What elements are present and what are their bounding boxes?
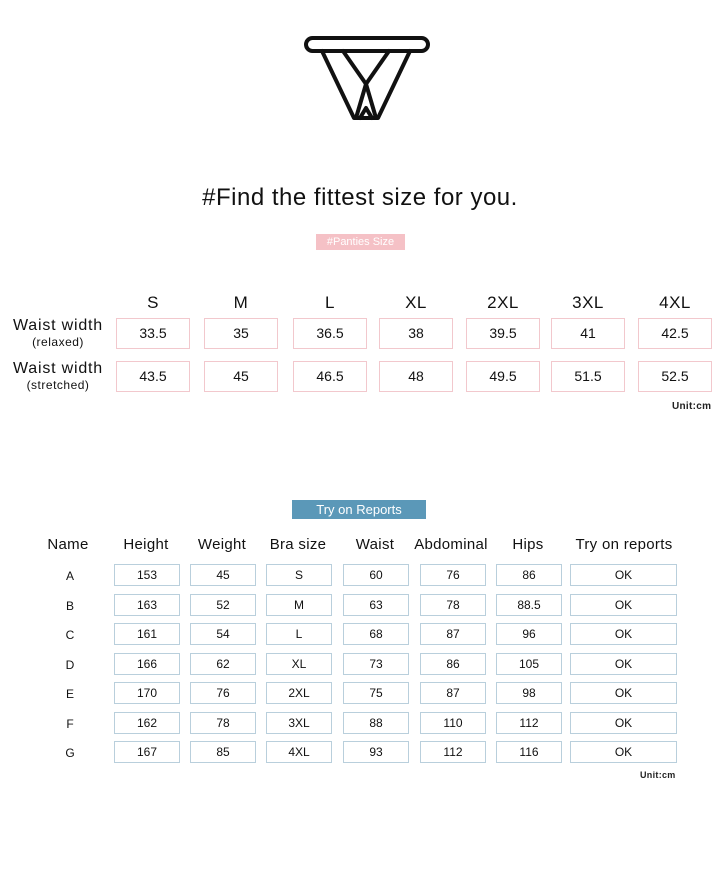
report-cell: 52 <box>190 594 256 616</box>
size-cell: 36.5 <box>293 318 367 349</box>
size-header-3xl: 3XL <box>572 293 604 312</box>
report-cell: 78 <box>420 594 486 616</box>
report-cell: 93 <box>343 741 409 763</box>
size-cell: 42.5 <box>638 318 712 349</box>
report-unit-label: Unit:cm <box>640 770 676 780</box>
col-header-weight: Weight <box>197 536 247 553</box>
report-cell: 4XL <box>266 741 332 763</box>
report-row-label: C <box>65 628 75 642</box>
report-cell: 112 <box>420 741 486 763</box>
report-cell: 167 <box>114 741 180 763</box>
size-cell: 35 <box>204 318 278 349</box>
report-cell: 162 <box>114 712 180 734</box>
report-cell: OK <box>570 623 677 645</box>
size-cell: 51.5 <box>551 361 625 392</box>
report-cell: 76 <box>420 564 486 586</box>
report-cell: XL <box>266 653 332 675</box>
report-cell: 75 <box>343 682 409 704</box>
size-header-4xl: 4XL <box>659 293 691 312</box>
report-row-label: B <box>65 599 74 613</box>
col-header-hips: Hips <box>512 536 544 553</box>
panties-icon <box>300 34 434 126</box>
size-header-l: L <box>325 293 335 312</box>
report-cell: 85 <box>190 741 256 763</box>
report-cell: 88 <box>343 712 409 734</box>
report-cell: 78 <box>190 712 256 734</box>
report-cell: 68 <box>343 623 409 645</box>
row-sublabel-stretched: (stretched) <box>26 378 90 392</box>
report-cell: 87 <box>420 623 486 645</box>
size-header-m: M <box>233 293 249 312</box>
report-row-label: A <box>65 569 74 583</box>
report-cell: 161 <box>114 623 180 645</box>
col-header-height: Height <box>123 536 169 553</box>
col-header-try-on-reports: Try on reports <box>575 536 673 553</box>
size-cell: 33.5 <box>116 318 190 349</box>
size-header-xl: XL <box>405 293 427 312</box>
report-cell: OK <box>570 682 677 704</box>
size-cell: 46.5 <box>293 361 367 392</box>
report-cell: OK <box>570 653 677 675</box>
page-headline: #Find the fittest size for you. <box>202 184 518 211</box>
try-on-reports-badge: Try on Reports <box>292 500 426 519</box>
row-label-waist-relaxed: Waist width <box>12 317 103 334</box>
report-cell: 98 <box>496 682 562 704</box>
report-cell: 166 <box>114 653 180 675</box>
report-cell: OK <box>570 741 677 763</box>
report-cell: 88.5 <box>496 594 562 616</box>
report-cell: L <box>266 623 332 645</box>
report-cell: 163 <box>114 594 180 616</box>
col-header-waist: Waist <box>355 536 395 553</box>
report-cell: 86 <box>420 653 486 675</box>
row-label-waist-stretched: Waist width <box>12 360 103 377</box>
col-header-name: Name <box>47 536 89 553</box>
size-cell: 48 <box>379 361 453 392</box>
report-cell: 63 <box>343 594 409 616</box>
report-cell: 54 <box>190 623 256 645</box>
report-cell: 110 <box>420 712 486 734</box>
report-cell: 105 <box>496 653 562 675</box>
report-cell: 76 <box>190 682 256 704</box>
report-cell: OK <box>570 564 677 586</box>
col-header-abdominal: Abdominal <box>414 536 488 553</box>
report-cell: OK <box>570 594 677 616</box>
size-cell: 52.5 <box>638 361 712 392</box>
report-row-label: E <box>65 687 74 701</box>
report-row-label: F <box>66 717 74 731</box>
size-cell: 38 <box>379 318 453 349</box>
report-cell: 170 <box>114 682 180 704</box>
report-cell: 3XL <box>266 712 332 734</box>
report-cell: 112 <box>496 712 562 734</box>
report-cell: 87 <box>420 682 486 704</box>
col-header-bra-size: Bra size <box>269 536 327 553</box>
report-cell: 86 <box>496 564 562 586</box>
size-cell: 45 <box>204 361 278 392</box>
row-sublabel-relaxed: (relaxed) <box>32 335 84 349</box>
report-cell: 153 <box>114 564 180 586</box>
size-unit-label: Unit:cm <box>672 401 712 412</box>
size-cell: 43.5 <box>116 361 190 392</box>
panties-size-badge: #Panties Size <box>316 234 405 250</box>
report-cell: 2XL <box>266 682 332 704</box>
report-cell: 62 <box>190 653 256 675</box>
report-cell: 45 <box>190 564 256 586</box>
report-cell: S <box>266 564 332 586</box>
size-header-s: S <box>147 293 159 312</box>
report-cell: 96 <box>496 623 562 645</box>
report-row-label: D <box>65 658 75 672</box>
report-cell: OK <box>570 712 677 734</box>
size-cell: 49.5 <box>466 361 540 392</box>
report-row-label: G <box>65 746 75 760</box>
report-cell: 60 <box>343 564 409 586</box>
size-cell: 41 <box>551 318 625 349</box>
report-cell: M <box>266 594 332 616</box>
report-cell: 73 <box>343 653 409 675</box>
size-cell: 39.5 <box>466 318 540 349</box>
report-cell: 116 <box>496 741 562 763</box>
size-header-2xl: 2XL <box>487 293 519 312</box>
